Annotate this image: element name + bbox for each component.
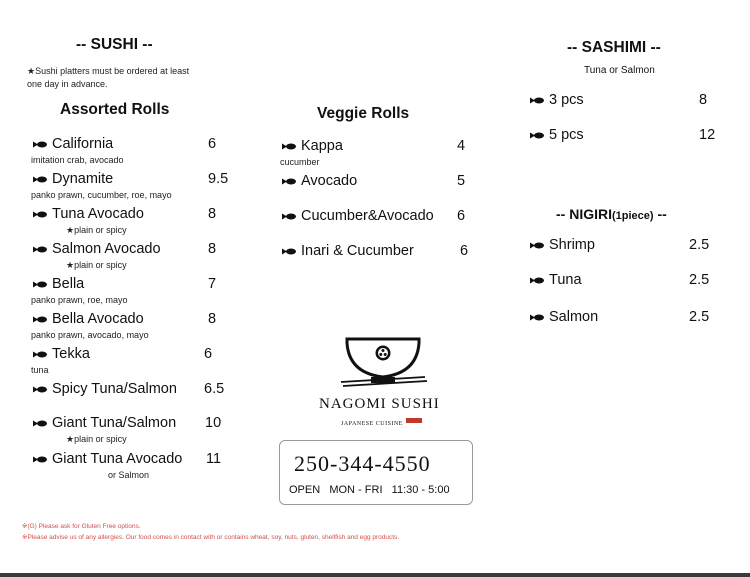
assorted-item — [33, 241, 161, 257]
assorted-item-desc: or Salmon — [108, 470, 150, 480]
nigiri-item-name: Tuna — [549, 272, 582, 288]
veggie-item-name: Inari & Cucumber — [301, 243, 414, 259]
veggie-item-price: 5 — [457, 173, 466, 189]
brand-red-badge — [406, 418, 422, 423]
sashimi-subtitle: Tuna or Salmon — [584, 65, 655, 76]
fish-bullet-icon — [530, 97, 544, 104]
sushi-title: -- SUSHI -- — [76, 36, 153, 53]
footer-allergy-note: ※Please advise us of any allergies. Our food comes in contact with or contains wheat, soy, nuts, gluten, shellfish and egg products. — [22, 534, 400, 541]
veggie-item-name: Cucumber&Avocado — [301, 208, 434, 224]
sashimi-item — [530, 127, 584, 143]
assorted-item-name: Bella — [52, 276, 85, 292]
assorted-item — [33, 381, 177, 397]
sashimi-item-price: 12 — [699, 127, 716, 143]
assorted-item-desc: tuna — [31, 365, 49, 375]
fish-bullet-icon — [530, 242, 544, 249]
nigiri-title-small: (1piece) — [612, 210, 654, 222]
assorted-item-desc: panko prawn, avocado, mayo — [31, 330, 149, 340]
fish-bullet-icon — [530, 314, 544, 321]
assorted-item-name: Dynamite — [52, 171, 114, 187]
brand-tagline-row — [341, 412, 422, 430]
assorted-item-name: Tuna Avocado — [52, 206, 144, 222]
fish-bullet-icon — [33, 386, 47, 393]
fish-bullet-icon — [33, 141, 47, 148]
nigiri-item — [530, 309, 598, 325]
nigiri-item — [530, 272, 582, 288]
phone-number: 250-344-4550 — [294, 451, 431, 476]
fish-bullet-icon — [282, 248, 296, 255]
assorted-item-desc: panko prawn, cucumber, roe, mayo — [31, 190, 172, 200]
nigiri-title-end: -- — [653, 206, 667, 222]
assorted-item-name: Giant Tuna/Salmon — [52, 415, 177, 431]
fish-bullet-icon — [282, 143, 296, 150]
assorted-item-price: 11 — [206, 451, 222, 467]
fish-bullet-icon — [33, 176, 47, 183]
sashimi-item-name: 3 pcs — [549, 92, 584, 108]
assorted-item-desc: imitation crab, avocado — [31, 155, 124, 165]
veggie-item-price: 6 — [457, 208, 466, 224]
opening-hours: OPEN MON - FRI 11:30 - 5:00 — [289, 484, 450, 496]
footer-gluten-note: ※(G) Please ask for Gluten Free options. — [22, 523, 141, 530]
fish-bullet-icon — [33, 316, 47, 323]
nigiri-title-main: -- NIGIRI — [556, 206, 612, 222]
fish-bullet-icon — [33, 420, 47, 427]
assorted-item — [33, 415, 176, 431]
assorted-item — [33, 346, 90, 362]
assorted-item-price: 10 — [205, 415, 222, 431]
assorted-item-name: Giant Tuna Avocado — [52, 451, 183, 467]
fish-bullet-icon — [530, 277, 544, 284]
assorted-rolls-title: Assorted Rolls — [60, 101, 170, 118]
assorted-item-name: California — [52, 136, 114, 152]
assorted-item-price: 8 — [208, 206, 217, 222]
nigiri-item-name: Salmon — [549, 309, 599, 325]
nigiri-item-price: 2.5 — [689, 272, 710, 288]
assorted-item-price: 8 — [208, 241, 217, 257]
sashimi-item-name: 5 pcs — [549, 127, 584, 143]
veggie-item-name: Avocado — [301, 173, 358, 189]
nigiri-item-price: 2.5 — [689, 237, 710, 253]
assorted-item — [33, 206, 144, 222]
nigiri-item — [530, 237, 595, 253]
assorted-item — [33, 276, 84, 292]
nigiri-title — [556, 206, 667, 222]
veggie-item — [282, 243, 414, 259]
veggie-item-desc: cucumber — [280, 157, 320, 167]
assorted-item — [33, 311, 144, 327]
fish-bullet-icon — [33, 246, 47, 253]
assorted-item-price: 6.5 — [204, 381, 225, 397]
assorted-item-desc: panko prawn, roe, mayo — [31, 295, 128, 305]
fish-bullet-icon — [33, 281, 47, 288]
brand-tagline: JAPANESE CUISINE — [341, 421, 403, 427]
assorted-item-name: Bella Avocado — [52, 311, 144, 327]
assorted-item-price: 9.5 — [208, 171, 229, 187]
assorted-item-desc: ★plain or spicy — [66, 434, 127, 444]
fish-bullet-icon — [33, 456, 47, 463]
fish-bullet-icon — [282, 178, 296, 185]
assorted-item-desc: ★plain or spicy — [66, 225, 127, 235]
bottom-edge-bar — [0, 573, 750, 577]
assorted-item — [33, 171, 113, 187]
sashimi-title: -- SASHIMI -- — [567, 39, 661, 56]
assorted-item-name: Salmon Avocado — [52, 241, 161, 257]
fish-bullet-icon — [530, 132, 544, 139]
sushi-note-line2: one day in advance. — [27, 79, 108, 89]
veggie-item — [282, 173, 357, 189]
nigiri-item-price: 2.5 — [689, 309, 710, 325]
assorted-item-name: Tekka — [52, 346, 90, 362]
assorted-item — [33, 136, 113, 152]
veggie-item-price: 4 — [457, 138, 466, 154]
veggie-item — [282, 138, 343, 154]
contact-box — [279, 440, 473, 505]
nigiri-item-name: Shrimp — [549, 237, 595, 253]
assorted-item — [33, 451, 182, 467]
sashimi-item — [530, 92, 584, 108]
sashimi-item-price: 8 — [699, 92, 708, 108]
assorted-item-price: 6 — [204, 346, 213, 362]
assorted-item-price: 6 — [208, 136, 217, 152]
fish-bullet-icon — [33, 351, 47, 358]
veggie-item-price: 6 — [460, 243, 469, 259]
veggie-item-name: Kappa — [301, 138, 343, 154]
assorted-item-price: 8 — [208, 311, 217, 327]
sushi-note-line1: ★Sushi platters must be ordered at least — [27, 66, 190, 76]
bowl-logo-icon — [339, 335, 429, 400]
assorted-item-desc: ★plain or spicy — [66, 260, 127, 270]
veggie-rolls-title: Veggie Rolls — [317, 105, 410, 122]
assorted-item-name: Spicy Tuna/Salmon — [52, 381, 177, 397]
veggie-item — [282, 208, 434, 224]
fish-bullet-icon — [33, 211, 47, 218]
fish-bullet-icon — [282, 213, 296, 220]
brand-name: NAGOMI SUSHI — [319, 396, 440, 412]
assorted-item-price: 7 — [208, 276, 217, 292]
